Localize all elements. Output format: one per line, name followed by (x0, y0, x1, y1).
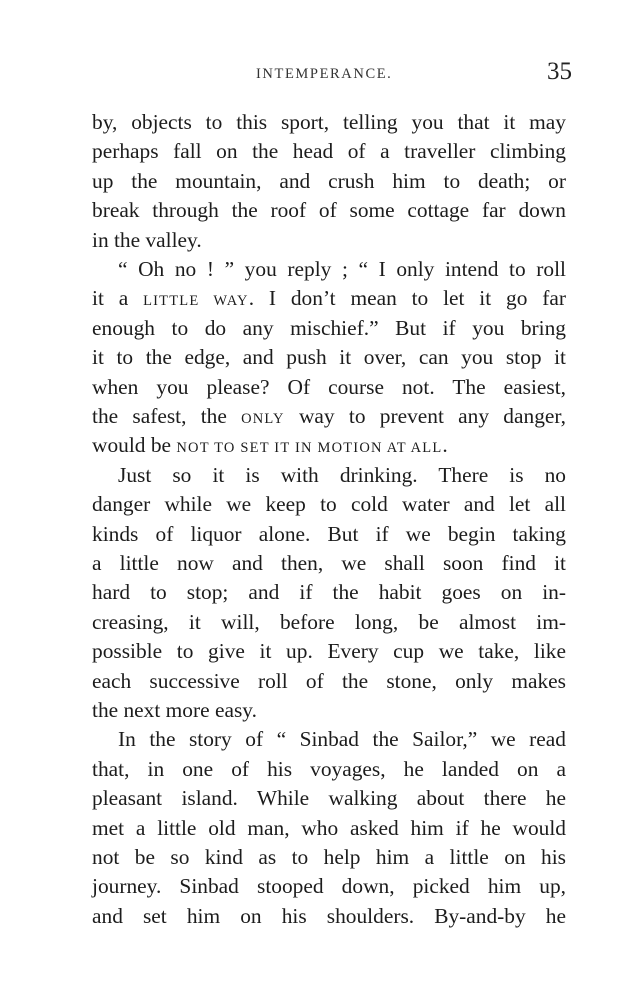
text-fragment: . I don’t mean to let it go far (248, 286, 566, 311)
text-line (92, 430, 566, 460)
text-line: it to the edge, and push it over, can you stop it (92, 345, 566, 370)
text-line: and set him on his shoulders. By-and-by he (92, 903, 566, 928)
text-line: in the valley. (92, 227, 202, 252)
text-line: met a little old man, who asked him if he would (92, 815, 566, 840)
text-line: enough to do any mischief.” But if you bring (92, 315, 566, 340)
small-caps-text: NOT TO SET IT IN MOTION AT ALL (176, 440, 443, 457)
text-fragment: it a (92, 286, 144, 311)
text-line: Just so it is with drinking. There is no (118, 462, 566, 487)
text-line: kinds of liquor alone. But if we begin taking (92, 521, 566, 546)
text-line: journey. Sinbad stooped down, picked him up, (92, 874, 566, 899)
text-fragment: . (442, 433, 448, 458)
text-line: In the story of “ Sinbad the Sailor,” we read (118, 727, 566, 752)
text-line: “ Oh no ! ” you reply ; “ I only intend to roll (118, 257, 566, 281)
text-line (92, 401, 566, 431)
text-line: up the mountain, and crush him to death; or (92, 168, 566, 193)
text-line: danger while we keep to cold water and let all (92, 492, 566, 517)
text-line: break through the roof of some cottage far down (92, 198, 566, 223)
text-fragment: way to prevent any danger, (284, 404, 566, 428)
text-line: the next more easy. (92, 698, 257, 722)
text-line: possible to give it up. Every cup we take, like (92, 639, 566, 664)
text-line: that, in one of his voyages, he landed on a (92, 756, 566, 781)
page-number: 35 (547, 58, 572, 85)
running-head: INTEMPERANCE. (256, 66, 393, 82)
text-line: by, objects to this sport, telling you that it may (92, 110, 566, 134)
text-fragment: would be (92, 433, 177, 458)
text-line: creasing, it will, before long, be almost im- (92, 609, 566, 634)
text-line: each successive roll of the stone, only makes (92, 668, 566, 693)
text-fragment: the safest, the (92, 404, 242, 428)
text-line (92, 283, 566, 313)
text-line: pleasant island. While walking about there he (92, 786, 566, 811)
small-caps-text: ONLY (241, 411, 285, 427)
text-line: hard to stop; and if the habit goes on in- (92, 580, 566, 605)
text-line: perhaps fall on the head of a traveller climbing (92, 139, 566, 164)
text-line: a little now and then, we shall soon find it (92, 551, 566, 575)
text-line: not be so kind as to help him a little on his (92, 845, 566, 869)
small-caps-text: LITTLE WAY (143, 293, 249, 310)
text-line: when you please? Of course not. The easiest, (92, 374, 566, 399)
page-header (92, 58, 572, 92)
